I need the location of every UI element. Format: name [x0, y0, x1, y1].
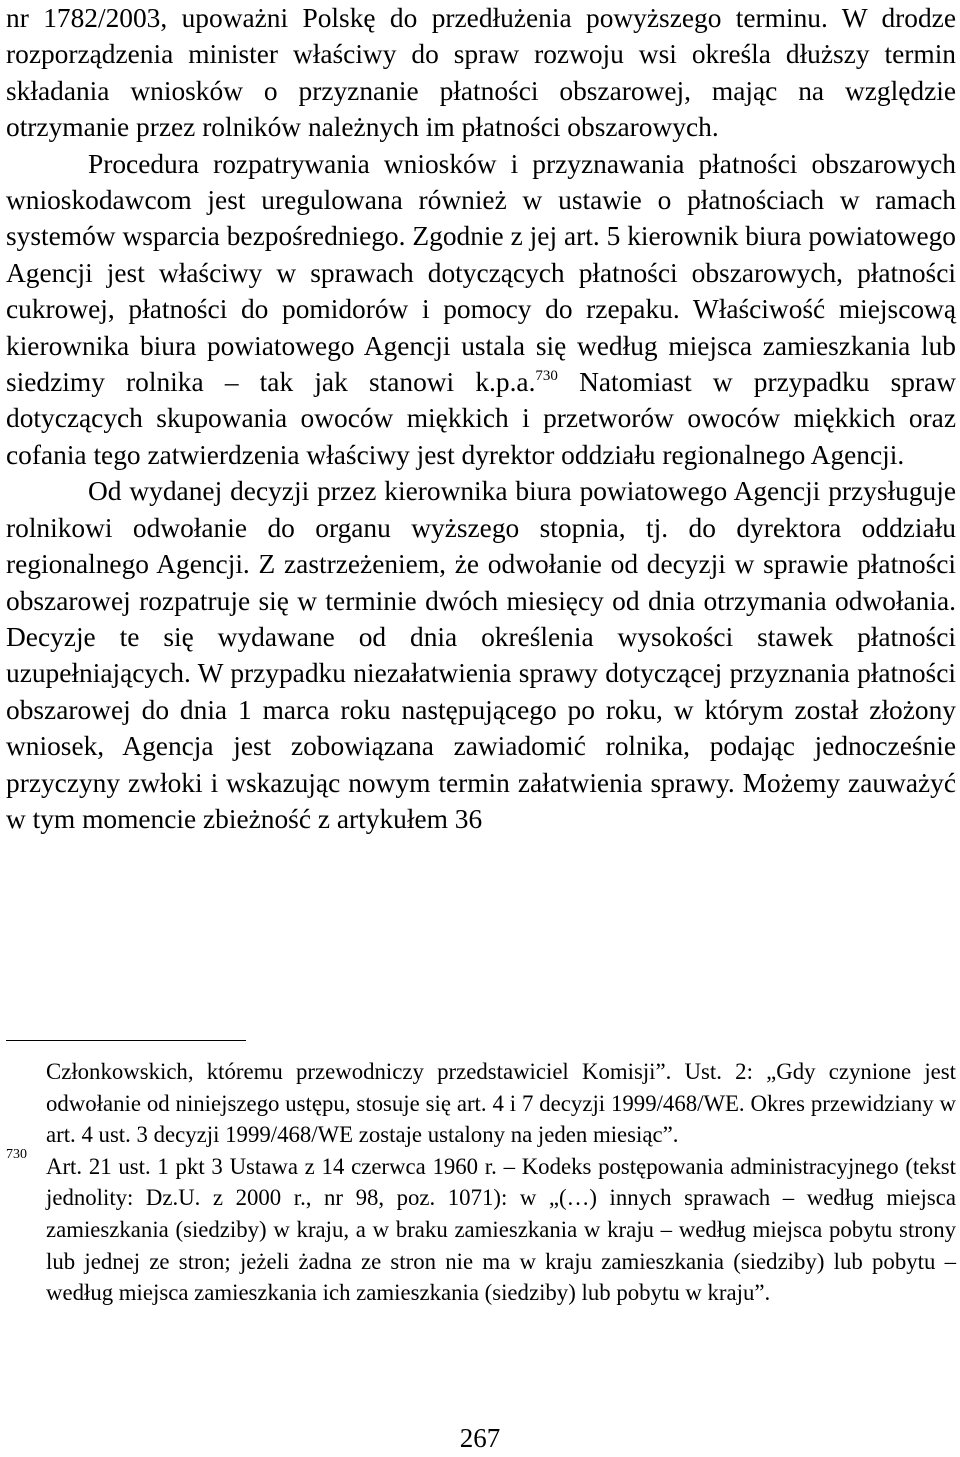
paragraph-2-text-b: Natomiast w przypadku spraw dotyczących skupowania owoców miękkich i przetworów owoców miękkich oraz cofania tego zatwierdzenia właściwy jest dyrektor oddziału regionalnego Agencji. [6, 367, 956, 470]
page-number: 267 [459, 1423, 501, 1453]
footnote-continuation [6, 1056, 956, 1151]
footnote-continuation-text: Członkowskich, któremu przewodniczy przedstawiciel Komisji”. Ust. 2: „Gdy czynione jest odwołanie od niniejszego ustępu, stosuje się art. 4 i 7 decyzji 1999/468/WE. Okres przewidziany w art. 4 ust. 3 decyzji 1999/468/WE zostaje ustalony na jeden miesiąc”. [46, 1059, 956, 1148]
footnote-reference-730[interactable]: 730 [535, 368, 558, 385]
footnote-730-text: Art. 21 ust. 1 pkt 3 Ustawa z 14 czerwca 1960 r. – Kodeks postępowania administracyjnego (tekst jednolity: Dz.U. z 2000 r., nr 98, poz. 1071): w „(…) innych sprawach – według miejsca zamieszkania (siedziby) w kraju, a w braku zamieszkania w kraju – według miejsca pobytu strony lub jednej ze stron; jeżeli żadna ze stron nie ma w kraju zamieszkania (siedziby) lub pobytu – według miejsca zamieszkania ich zamieszkania (siedziby) lub pobytu w kraju”. [46, 1153, 956, 1306]
main-text [6, 0, 956, 837]
footnote-730-number: 730 [6, 1146, 27, 1162]
footnotes-section [6, 1056, 956, 1309]
paragraph-2-text-a: Procedura rozpatrywania wniosków i przyznawania płatności obszarowych wnioskodawcom jest uregulowana również w ustawie o płatnościach w ramach systemów wsparcia bezpośredniego. Zgodnie z jej art. 5 kierownik biura powiatowego Agencji jest właściwy w sprawach dotyczących płatności obszarowych, płatności cukrowej, płatności do pomidorów i pomocy do rzepaku. Właściwość miejscową kierownika biura powiatowego Agencji ustala się według miejsca zamieszkania lub siedzimy rolnika – tak jak stanowi k.p.a. [6, 148, 956, 398]
paragraph-2 [6, 146, 956, 474]
paragraph-3: Od wydanej decyzji przez kierownika biura powiatowego Agencji przysługuje rolnikowi odwołanie do organu wyższego stopnia, tj. do dyrektora oddziału regionalnego Agencji. Z zastrzeżeniem, że odwołanie od decyzji w sprawie płatności obszarowej rozpatruje się w terminie dwóch miesięcy od dnia otrzymania odwołania. Decyzje te się wydawane od dnia określenia wysokości stawek płatności uzupełniających. W przypadku niezałatwienia sprawy dotyczącej przyznania płatności obszarowej do dnia 1 marca roku następującego po roku, w którym został złożony wniosek, Agencja jest zobowiązana zawiadomić rolnika, podając jednocześnie przyczyny zwłoki i wskazując nowym termin załatwienia sprawy. Możemy zauważyć w tym momencie zbieżność z artykułem 36 [6, 476, 956, 834]
footnote-730 [6, 1146, 956, 1309]
footnote-separator [6, 1040, 246, 1041]
paragraph-1: nr 1782/2003, upoważni Polskę do przedłużenia powyższego terminu. W drodze rozporządzenia minister właściwy do spraw rozwoju wsi określa dłuższy termin składania wniosków o przyznanie płatności obszarowej, mając na względzie otrzymanie przez rolników należnych im płatności obszarowych. [6, 3, 956, 143]
